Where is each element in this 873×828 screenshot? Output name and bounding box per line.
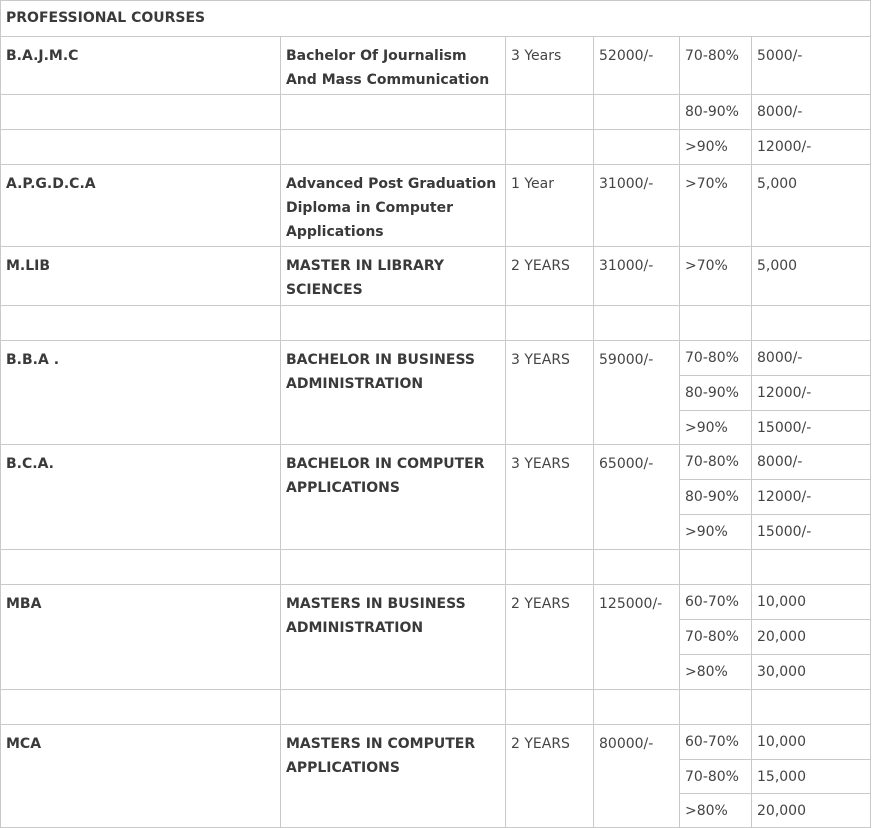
slab-amount: 20,000: [752, 620, 871, 655]
table-row: [1, 37, 871, 95]
empty-cell: [506, 130, 594, 165]
slab-amount: 5000/-: [752, 37, 871, 95]
course-duration: 1 Year: [506, 165, 594, 247]
empty-cell: [506, 306, 594, 341]
table-row: [1, 725, 871, 760]
slab-amount: 12000/-: [752, 376, 871, 411]
empty-cell: [281, 690, 506, 725]
slab-range: 80-90%: [680, 376, 752, 411]
empty-cell: [594, 306, 680, 341]
slab-amount: 8000/-: [752, 341, 871, 376]
table-row: [1, 585, 871, 620]
slab-amount: 10,000: [752, 725, 871, 760]
slab-range: >90%: [680, 515, 752, 550]
empty-cell: [281, 550, 506, 585]
slab-range: >70%: [680, 247, 752, 306]
course-code: MCA: [1, 725, 281, 828]
slab-amount: 5,000: [752, 165, 871, 247]
empty-cell: [1, 95, 281, 130]
empty-cell: [680, 550, 752, 585]
slab-amount: 10,000: [752, 585, 871, 620]
slab-amount: 15000/-: [752, 411, 871, 445]
empty-cell: [752, 306, 871, 341]
empty-cell: [594, 95, 680, 130]
course-duration: 3 YEARS: [506, 445, 594, 550]
course-code: B.C.A.: [1, 445, 281, 550]
course-code: B.B.A .: [1, 341, 281, 445]
empty-row: [1, 306, 871, 341]
course-duration: 2 YEARS: [506, 585, 594, 690]
slab-amount: 20,000: [752, 794, 871, 828]
course-code: B.A.J.M.C: [1, 37, 281, 95]
course-duration: 3 YEARS: [506, 341, 594, 445]
empty-cell: [1, 130, 281, 165]
course-fee: 59000/-: [594, 341, 680, 445]
empty-cell: [752, 690, 871, 725]
course-name: BACHELOR IN BUSINESS ADMINISTRATION: [281, 341, 506, 445]
table-row: [1, 247, 871, 306]
empty-cell: [506, 550, 594, 585]
course-fee: 31000/-: [594, 247, 680, 306]
slab-amount: 8000/-: [752, 445, 871, 480]
course-duration: 2 YEARS: [506, 247, 594, 306]
course-fee: 80000/-: [594, 725, 680, 828]
course-name: BACHELOR IN COMPUTER APPLICATIONS: [281, 445, 506, 550]
course-code: MBA: [1, 585, 281, 690]
course-fee: 125000/-: [594, 585, 680, 690]
empty-cell: [1, 306, 281, 341]
course-name: MASTER IN LIBRARY SCIENCES: [281, 247, 506, 306]
slab-range: 80-90%: [680, 480, 752, 515]
course-duration: 2 YEARS: [506, 725, 594, 828]
course-code: M.LIB: [1, 247, 281, 306]
slab-range: >70%: [680, 165, 752, 247]
empty-cell: [594, 690, 680, 725]
empty-row: [1, 690, 871, 725]
slab-range: >90%: [680, 411, 752, 445]
empty-row: [1, 550, 871, 585]
slab-range: 70-80%: [680, 760, 752, 794]
empty-cell: [506, 690, 594, 725]
course-code: A.P.G.D.C.A: [1, 165, 281, 247]
table-header-row: [1, 1, 871, 37]
slab-range: 70-80%: [680, 620, 752, 655]
slab-range: >90%: [680, 130, 752, 165]
course-name: Advanced Post Graduation Diploma in Computer Applications: [281, 165, 506, 247]
slab-amount: 15,000: [752, 760, 871, 794]
table-title: PROFESSIONAL COURSES: [1, 1, 871, 37]
empty-cell: [752, 550, 871, 585]
slab-amount: 5,000: [752, 247, 871, 306]
course-duration: 3 Years: [506, 37, 594, 95]
empty-cell: [1, 550, 281, 585]
slab-range: 60-70%: [680, 585, 752, 620]
empty-cell: [594, 550, 680, 585]
slab-amount: 12000/-: [752, 130, 871, 165]
table-row: [1, 165, 871, 247]
course-fee: 52000/-: [594, 37, 680, 95]
slab-amount: 8000/-: [752, 95, 871, 130]
course-name: MASTERS IN BUSINESS ADMINISTRATION: [281, 585, 506, 690]
empty-cell: [281, 306, 506, 341]
slab-range: 80-90%: [680, 95, 752, 130]
slab-amount: 15000/-: [752, 515, 871, 550]
empty-cell: [1, 690, 281, 725]
empty-cell: [680, 306, 752, 341]
slab-range: 70-80%: [680, 341, 752, 376]
course-fee: 65000/-: [594, 445, 680, 550]
table-row: [1, 445, 871, 480]
table-row: [1, 130, 871, 165]
slab-range: >80%: [680, 655, 752, 690]
table-row: [1, 341, 871, 376]
slab-range: 70-80%: [680, 445, 752, 480]
slab-range: >80%: [680, 794, 752, 828]
empty-cell: [281, 130, 506, 165]
empty-cell: [594, 130, 680, 165]
slab-amount: 12000/-: [752, 480, 871, 515]
slab-range: 60-70%: [680, 725, 752, 760]
empty-cell: [506, 95, 594, 130]
slab-range: 70-80%: [680, 37, 752, 95]
empty-cell: [281, 95, 506, 130]
course-fee: 31000/-: [594, 165, 680, 247]
table-row: [1, 95, 871, 130]
course-name: Bachelor Of Journalism And Mass Communication: [281, 37, 506, 95]
empty-cell: [680, 690, 752, 725]
course-name: MASTERS IN COMPUTER APPLICATIONS: [281, 725, 506, 828]
slab-amount: 30,000: [752, 655, 871, 690]
